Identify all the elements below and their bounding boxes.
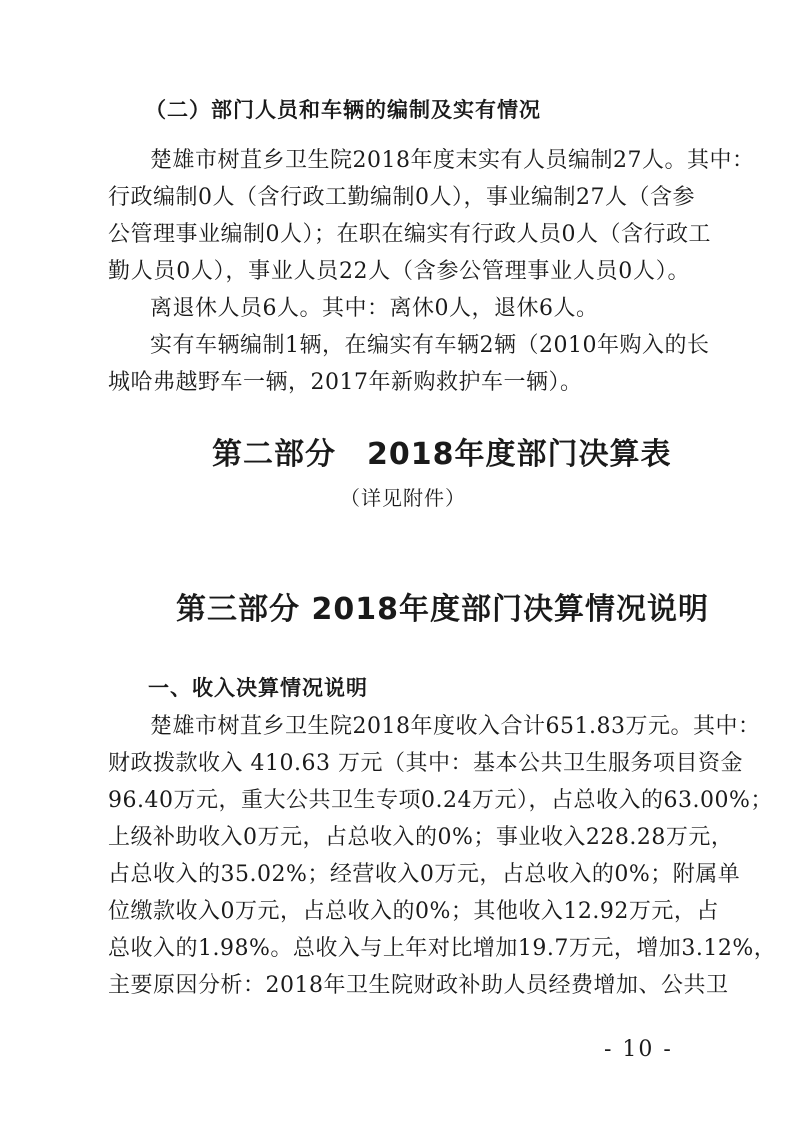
- income-line: 上级补助收入0万元，占总收入的0%；事业收入228.28万元，: [108, 825, 734, 850]
- page-number: - 10 -: [604, 1037, 673, 1062]
- income-line: 财政拨款收入 410.63 万元（其中：基本公共卫生服务项目资金: [108, 751, 743, 776]
- income-line: 占总收入的35.02%；经营收入0万元，占总收入的0%；附属单: [108, 862, 741, 887]
- paragraph-line: 勤人员0人），事业人员22人（含参公管理事业人员0人）。: [108, 259, 690, 284]
- income-line: 位缴款收入0万元，占总收入的0%；其他收入12.92万元，占: [108, 899, 719, 924]
- part-two-title: 第二部分 2018年度部门决算表: [212, 437, 672, 472]
- part-two-note: （详见附件）: [340, 486, 466, 510]
- paragraph-line: 楚雄市树苴乡卫生院2018年度末实有人员编制27人。其中：: [150, 148, 755, 173]
- paragraph-line: 实有车辆编制1辆，在编实有车辆2辆（2010年购入的长: [150, 333, 710, 358]
- income-line: 总收入的1.98%。总收入与上年对比增加19.7万元，增加3.12%，: [108, 936, 777, 961]
- income-line: 主要原因分析：2018年卫生院财政补助人员经费增加、公共卫: [108, 973, 729, 998]
- income-subheading: 一、收入决算情况说明: [148, 676, 368, 700]
- paragraph-line: 离退休人员6人。其中：离休0人，退休6人。: [150, 296, 599, 321]
- income-line: 96.40万元，重大公共卫生专项0.24万元），占总收入的63.00%；: [108, 788, 773, 813]
- paragraph-line: 行政编制0人（含行政工勤编制0人），事业编制27人（含参: [108, 185, 695, 210]
- part-three-title: 第三部分 2018年度部门决算情况说明: [176, 592, 709, 627]
- section-two-heading: （二）部门人员和车辆的编制及实有情况: [145, 98, 541, 122]
- paragraph-line: 公管理事业编制0人）；在职在编实有行政人员0人（含行政工: [108, 222, 711, 247]
- income-line: 楚雄市树苴乡卫生院2018年度收入合计651.83万元。其中：: [150, 714, 761, 739]
- paragraph-line: 城哈弗越野车一辆，2017年新购救护车一辆）。: [108, 370, 583, 395]
